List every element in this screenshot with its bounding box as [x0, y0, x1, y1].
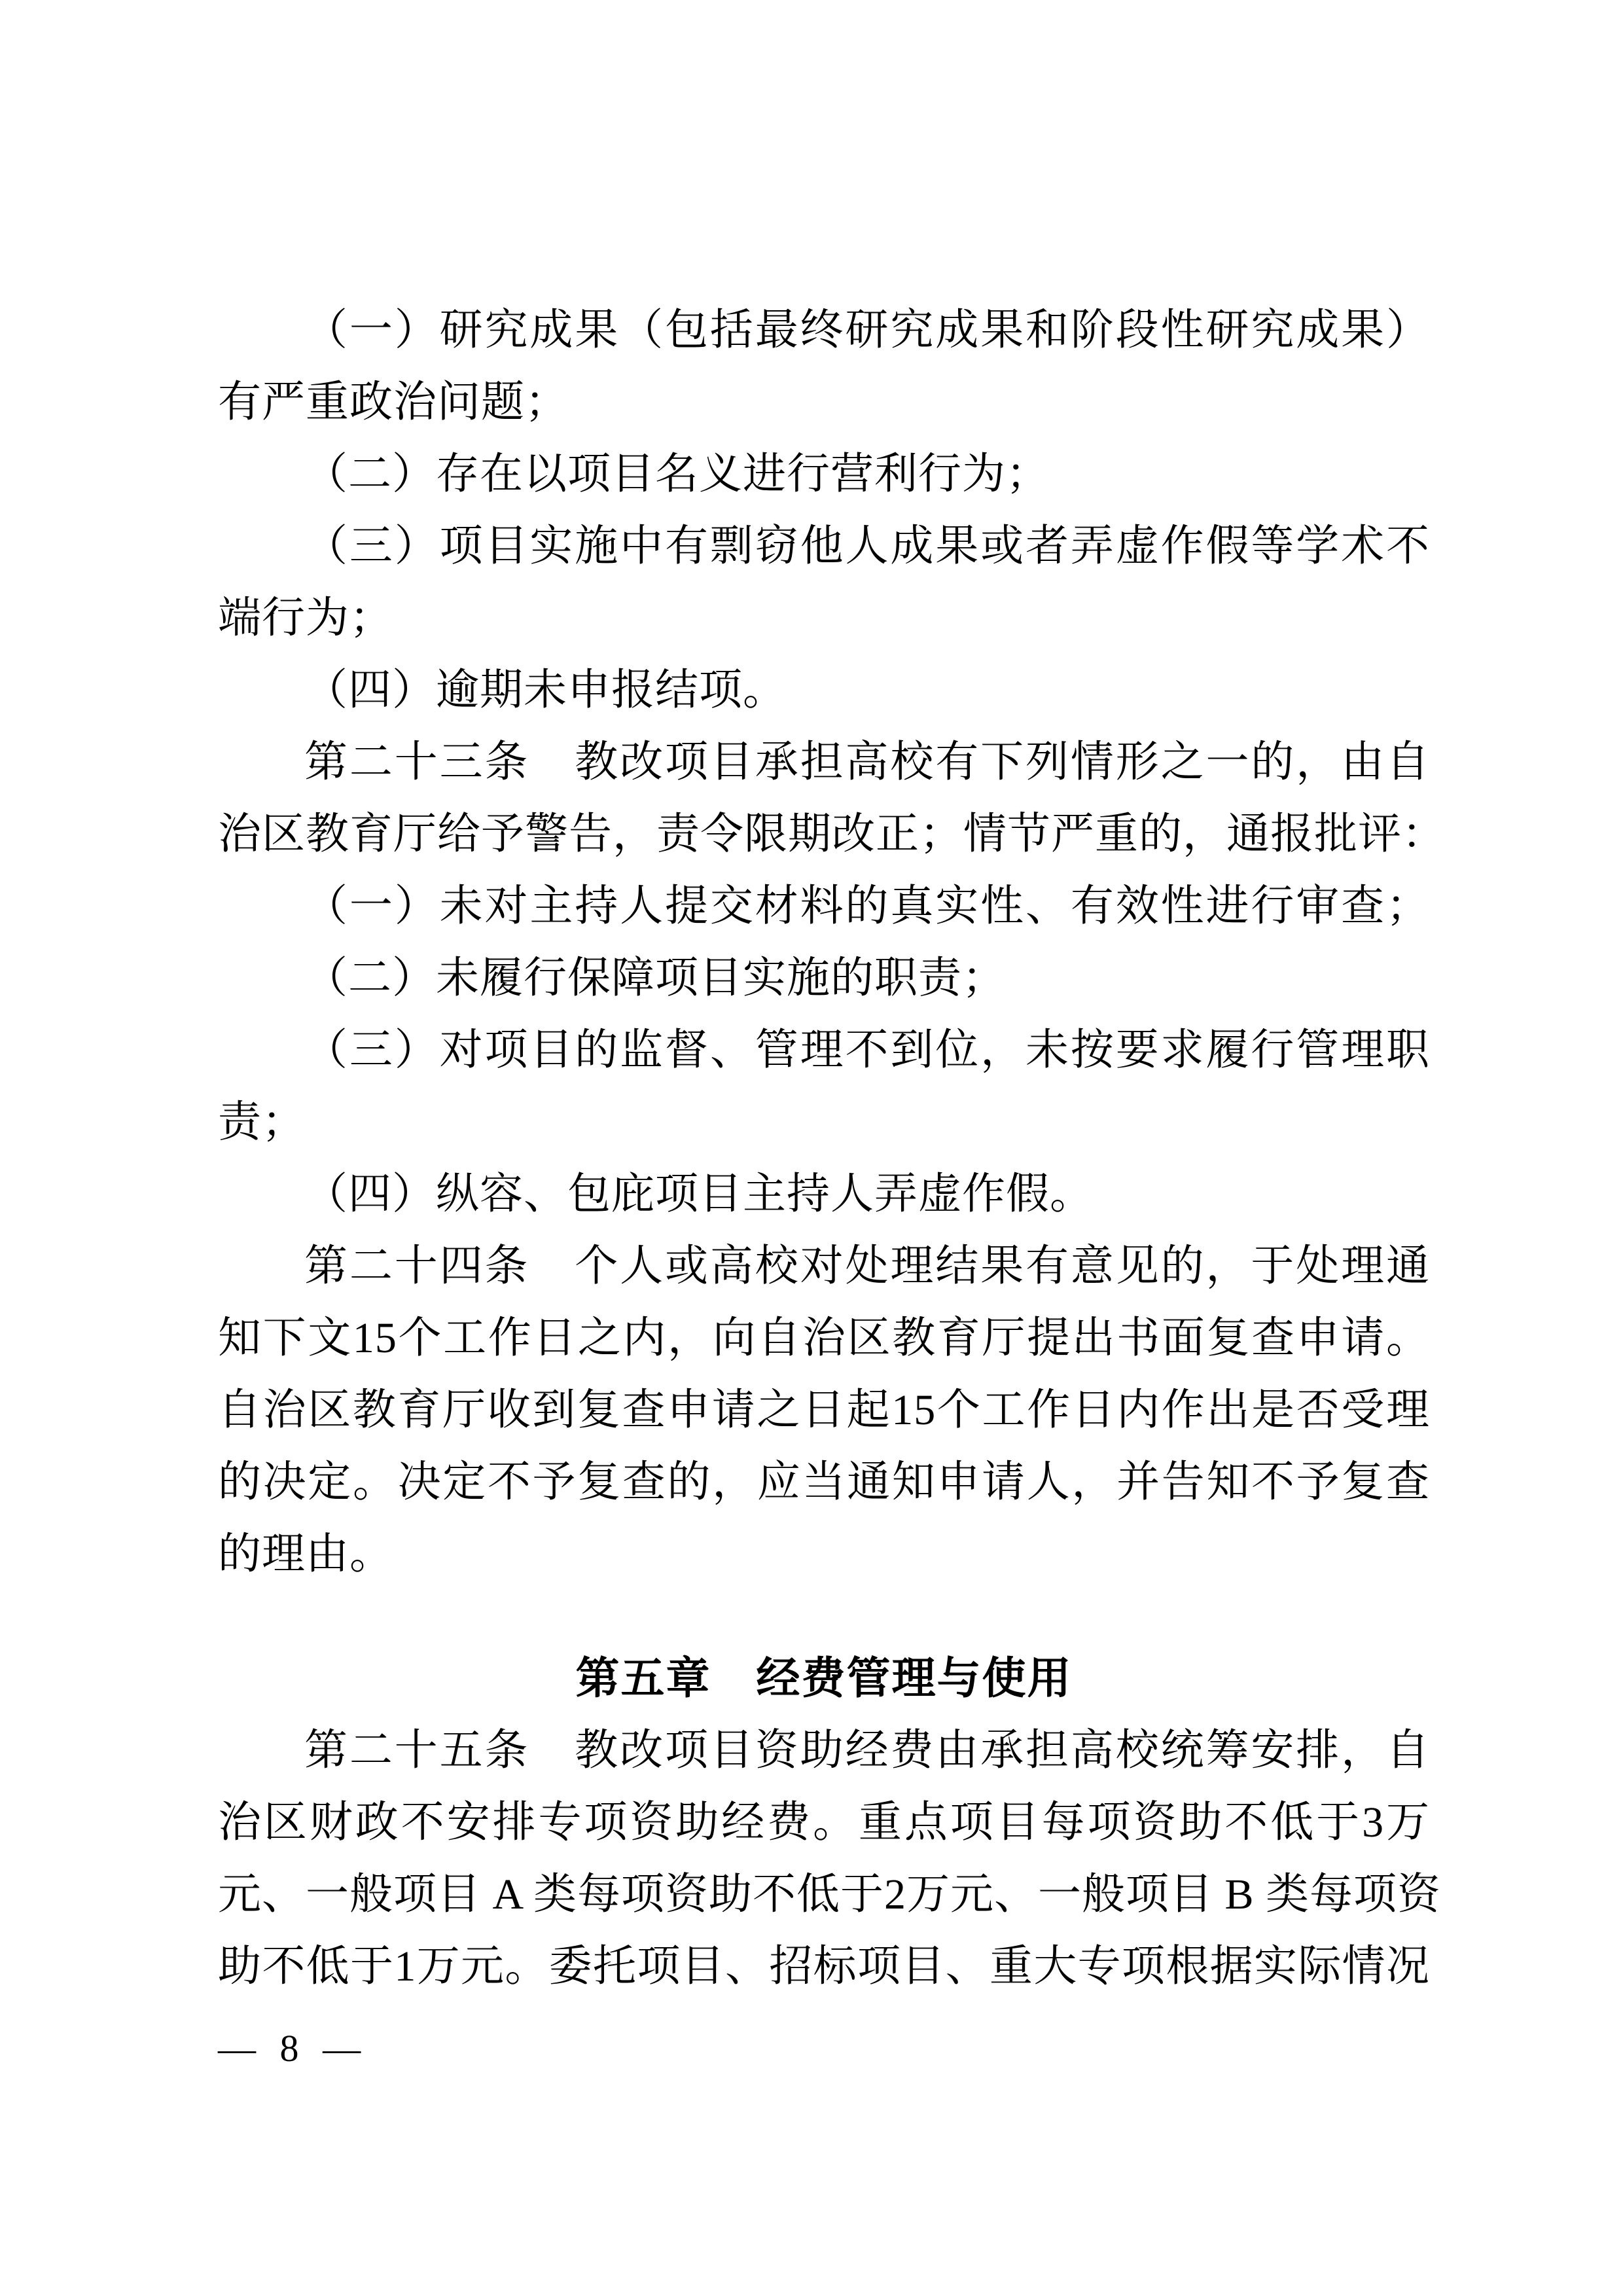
- text-line: （三）对项目的监督、管理不到位，未按要求履行管理职: [304, 1026, 1430, 1074]
- text-line: 端行为；: [218, 594, 393, 642]
- text-line: 第二十四条 个人或高校对处理结果有意见的，于处理通: [304, 1242, 1430, 1290]
- text-line: 治区财政不安排专项资助经费。重点项目每项资助不低于3万: [218, 1799, 1430, 1846]
- text-line: 治区教育厅给予警告，责令限期改正；情节严重的，通报批评：: [218, 810, 1446, 858]
- text-line: 第二十五条 教改项目资助经费由承担高校统筹安排，自: [304, 1727, 1430, 1774]
- text-line: （四）纵容、包庇项目主持人弄虚作假。: [304, 1170, 1094, 1218]
- text-line: 有严重政治问题；: [218, 378, 569, 426]
- text-line: 知下文15个工作日之内，向自治区教育厅提出书面复查申请。: [218, 1314, 1430, 1362]
- text-line: （一）研究成果（包括最终研究成果和阶段性研究成果）: [304, 306, 1430, 354]
- text-line: （二）未履行保障项目实施的职责；: [304, 954, 1006, 1002]
- text-line: 第二十三条 教改项目承担高校有下列情形之一的，由自: [304, 738, 1430, 786]
- text-line: 的决定。决定不予复查的，应当通知申请人，并告知不予复查: [218, 1458, 1430, 1506]
- text-line: 自治区教育厅收到复查申请之日起15个工作日内作出是否受理: [218, 1386, 1430, 1434]
- text-line: （二）存在以项目名义进行营利行为；: [304, 450, 1050, 498]
- text-line: （三）项目实施中有剽窃他人成果或者弄虚作假等学术不: [304, 522, 1430, 570]
- document-body: [218, 295, 1446, 2003]
- body-lines-bottom: [218, 1715, 1442, 2003]
- text-line: 责；: [218, 1098, 306, 1146]
- text-line: （一）未对主持人提交材料的真实性、有效性进行审查；: [304, 882, 1430, 930]
- body-lines-top: [218, 295, 1446, 1590]
- text-line: 助不低于1万元。委托项目、招标项目、重大专项根据实际情况: [218, 1943, 1430, 1990]
- text-line: 元、一般项目 A 类每项资助不低于2万元、一般项目 B 类每项资: [218, 1871, 1442, 1918]
- text-line: 的理由。: [218, 1530, 393, 1578]
- text-line: （四）逾期未申报结项。: [304, 666, 787, 714]
- chapter-heading: 第五章 经费管理与使用: [575, 1654, 1073, 1703]
- page-number: — 8 —: [218, 2027, 361, 2070]
